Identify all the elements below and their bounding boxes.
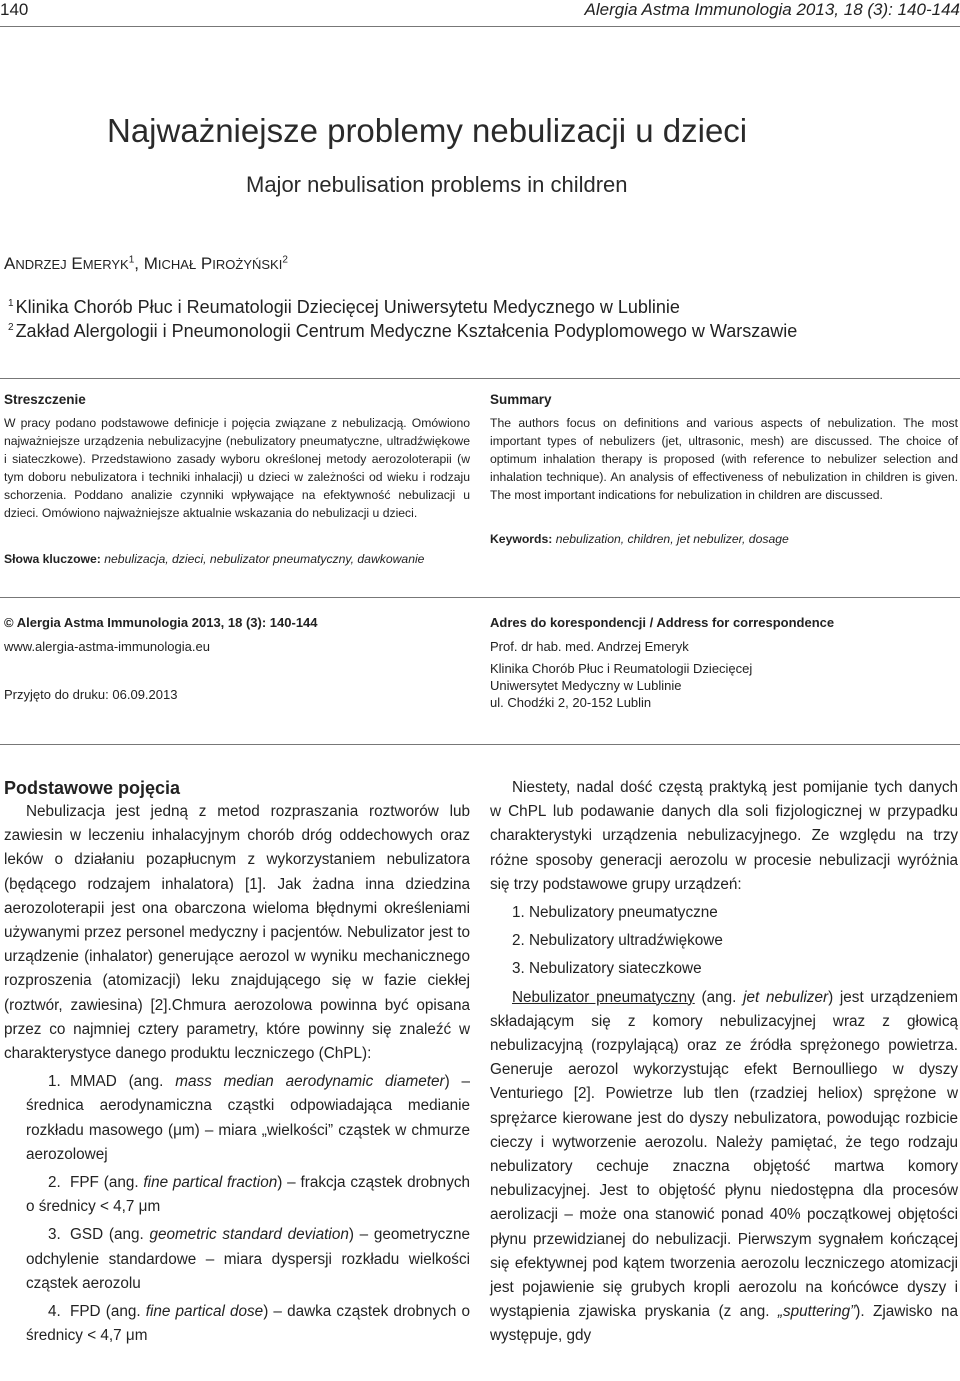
correspondence-university: Uniwersytet Medyczny w Lublinie [490,678,682,693]
abstract-text-en: The authors focus on definitions and various aspects of nebulization. The most important types of nebulizers (jet, ultrasonic, mesh) are discussed. The choice of optimum inhalation therapy is proposed (with reference to nebulizer selection and inhalation technique). An analysis of effectiveness of nebulization in children is given. The most important indications for nebulization in children are discussed. [490,416,958,502]
page-number: 140 [0,0,29,19]
paragraph: Niestety, nadal dość częstą praktyką jest pomijanie tych danych w ChPL lub podawanie danych dla soli fizjologicznej w przypadku charakterystyki urządzenia nebulizacyjnego. Ze względu na trzy różne sposoby generacji aerozolu w procesie nebulizacji wyróżnia się trzy podstawowe grupy urządzeń: [490,779,958,893]
running-header [0,0,960,27]
abstract-text-pl: W pracy podano podstawowe definicje i pojęcia związane z nebulizacją. Omówiono najważniejsze urządzenia nebulizacyjne (nebulizatory pneumatyczne, ultradźwiękowe i siateczkowe). Przedstawiono zasady wyboru określonej metody aerozoloterapii (w tym doboru nebulizatora i techniki inhalacji) u dzieci w zależności od wieku i rodzaju schorzenia. Poddano analizie czynniki wpływające na efektywność nebulizacji u dzieci. Omówiono najważniejsze aktualnie wskazania do nebulizacji u dzieci. [4,416,470,520]
list-item: 2. Nebulizatory ultradźwiękowe [512,932,723,950]
divider [0,744,960,745]
list-item: 3. GSD (ang. geometric standard deviation) – geometryczne odchylenie standardowe – miara dyspersji rozkładu wielkości cząstek aerozolu [26,1226,470,1292]
list-item: 3. Nebulizatory siateczkowe [512,960,702,978]
accepted-date: Przyjęto do druku: 06.09.2013 [4,687,178,702]
correspondence-address: ul. Chodźki 2, 20-152 Lublin [490,695,652,710]
section-title: Podstawowe pojęcia [4,778,181,798]
list-item: 1. Nebulizatory pneumatyczne [512,904,718,922]
body-column-left [4,776,470,1348]
list-item: 1. MMAD (ang. mass median aerodynamic diameter) – średnica aerodynamiczna cząstki odpowiadająca medianie rozkładu masowego (μm) – miara „wielkości” cząstek w chmurze aerozolowej [26,1073,470,1163]
keywords-pl: Słowa kluczowe: nebulizacja, dzieci, nebulizator pneumatyczny, dawkowanie [4,552,425,566]
affiliation-2: $^2$ Zakład Alergologii i Pneumonologii Centrum Medyczne Kształcenia Podyplomowego w Warszawie [8,321,798,341]
correspondence-heading: Adres do korespondencji / Address for correspondence [490,615,835,630]
journal-url: www.alergia-astma-immunologia.eu [4,639,210,654]
body-column-right [490,776,958,1349]
correspondence-name: Prof. dr hab. med. Andrzej Emeryk [490,639,689,654]
author-name: MICHAŁ PIROŻYŃSKI [143,254,283,273]
author-list: ANDRZEJ EMERYK$^1$, MICHAŁ PIROŻYŃSKI$^2$ [4,254,288,273]
article-subtitle: Major nebulisation problems in children [246,172,628,197]
divider [0,597,960,598]
list-item: 2. FPF (ang. fine partical fraction) – frakcja cząstek drobnych o średnicy < 4,7 μm [26,1174,470,1216]
affiliation-1: $^1$ Klinika Chorób Płuc i Reumatologii Dziecięcej Uniwersytetu Medycznego w Lublinie [8,297,680,317]
journal-reference: Alergia Astma Immunologia 2013, 18 (3): 140-144 [584,0,960,19]
author-affiliation-mark: 2 [282,254,288,266]
abstract-heading-en: Summary [490,392,552,407]
article-title: Najważniejsze problemy nebulizacji u dzieci [107,112,748,149]
list-item: 4. FPD (ang. fine partical dose) – dawka cząstek drobnych o średnicy < 4,7 μm [26,1303,470,1345]
paragraph: Nebulizacja jest jedną z metod rozpraszania roztworów lub zawiesin w leczeniu inhalacyjnym chorób dróg oddechowych oraz leków o działaniu pozapłucnym z wykorzystaniem nebulizatora (będącego rodzajem inhalatora) [1]. Jak żadna inna dziedzina aerozoloterapii jest ona obarczona wieloma błędnymi określeniami używanymi przez personel medyczny i pacjentów. Nebulizator jest to urządzenie (inhalator) generujące aerozol w wyniku mechanicznego rozproszenia (atomizacji) leku znajdującego się w fazie ciekłej (roztwór, zawiesina) [2].Chmura aerozolowa powinna być opisana przez co najmniej cztery parametry, które powinny się znaleźć w charakterystyce danego produktu leczniczego (ChPL): [4,803,470,1063]
keywords-en: Keywords: nebulization, children, jet nebulizer, dosage [490,532,789,546]
paragraph: Nebulizator pneumatyczny (ang. jet nebulizer) jest urządzeniem składającym się z komory nebulizacyjnej wraz z głowicą nebulizacyjną (rozpylającą) oraz ze źródła sprężonego powietrza. Generuje aerozol wykorzystując efekt Bernoulliego w dyszy Venturiego [2]. Powietrze lub tlen (rzadziej heliox) sprężone w sprężarce kierowane jest do dyszy nebulizatora, powodując rozbicie cieczy i wytworzenie aerozolu. Należy pamiętać, że tego rodzaju nebulizatory cechuje znaczna objętość martwa komory nebulizacyjnej. Jest to objętość płynu niedostępna dla procesów aerolizacji – może ona stanowić ponad 40% początkowej objętości płynu przewidzianej do nebulizacji. Pierwszym sygnałem kończącej się efektywnej pod kątem tworzenia aerozolu leczniczego atomizacji jest pojawienie się grubych kropli aerozolu na końcówce dyszy i wystąpienia zjawiska pryskania (z ang. „sputtering”). Zjawisko na występuje, gdy [490,988,959,1345]
copyright-line: © Alergia Astma Immunologia 2013, 18 (3): 140-144 [4,615,318,630]
correspondence-institution: Klinika Chorób Płuc i Reumatologii Dziecięcej [490,661,753,676]
author-affiliation-mark: 1 [128,254,135,266]
divider [0,378,960,379]
abstract-heading-pl: Streszczenie [4,392,86,407]
author-name: ANDRZEJ EMERYK [4,254,129,273]
